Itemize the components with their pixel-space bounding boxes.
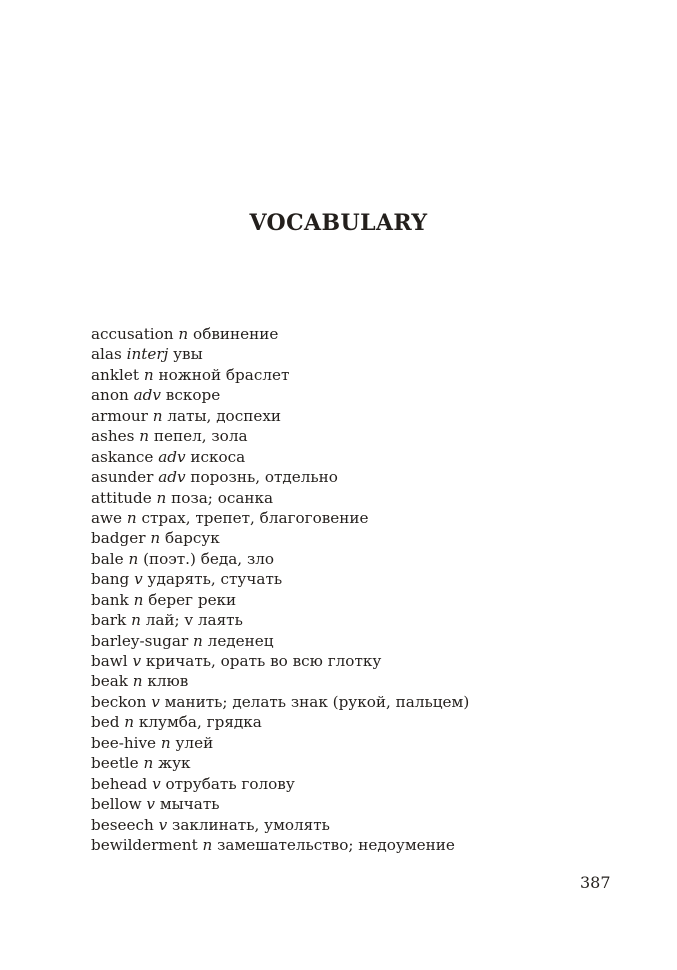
entry-translation: поза; осанка	[171, 488, 274, 507]
entry-translation: леденец	[207, 631, 274, 650]
entry-translation: заклинать, умолять	[172, 815, 330, 834]
vocabulary-entry	[91, 508, 651, 528]
entry-part-of-speech: n	[139, 427, 150, 446]
entry-part-of-speech: adv	[158, 468, 186, 487]
entry-part-of-speech: v	[146, 795, 155, 814]
entry-word: bale	[91, 549, 124, 568]
vocabulary-entry	[91, 733, 651, 753]
entry-word: anklet	[91, 365, 139, 384]
entry-part-of-speech: n	[132, 672, 143, 691]
vocabulary-entry	[91, 815, 651, 835]
entry-translation: искоса	[190, 447, 246, 466]
entry-word: bang	[91, 570, 130, 589]
vocabulary-list	[91, 324, 651, 855]
entry-word: anon	[91, 386, 129, 405]
entry-part-of-speech: n	[128, 549, 139, 568]
entry-translation: жук	[158, 754, 191, 773]
entry-translation: латы, доспехи	[167, 406, 282, 425]
vocabulary-entry	[91, 549, 651, 569]
entry-part-of-speech: n	[133, 590, 144, 609]
entry-word: beetle	[91, 754, 139, 773]
entry-word: bed	[91, 713, 120, 732]
entry-part-of-speech: n	[131, 611, 141, 630]
entry-part-of-speech: n	[124, 713, 135, 732]
entry-word: ashes	[91, 427, 135, 446]
entry-word: beseech	[91, 815, 154, 834]
vocabulary-entry	[91, 712, 651, 732]
entry-part-of-speech: n	[156, 488, 167, 507]
entry-word: attitude	[91, 488, 152, 507]
entry-word: barley-sugar	[91, 631, 189, 650]
vocabulary-entry	[91, 447, 651, 467]
vocabulary-entry	[91, 651, 651, 671]
entry-part-of-speech: n	[126, 508, 137, 527]
entry-part-of-speech: interj	[126, 345, 169, 364]
entry-part-of-speech: v	[152, 774, 161, 793]
vocabulary-entry	[91, 610, 651, 630]
entry-translation: клумба, грядка	[138, 713, 262, 732]
entry-part-of-speech: n	[160, 733, 171, 752]
entry-translation: кричать, орать во всю глотку	[145, 652, 382, 670]
entry-translation: порознь, отдельно	[190, 468, 338, 487]
entry-part-of-speech: n	[152, 406, 163, 425]
entry-part-of-speech: n	[143, 365, 154, 384]
entry-word: askance	[91, 447, 154, 466]
vocabulary-entry	[91, 794, 651, 814]
entry-part-of-speech: n	[193, 631, 203, 650]
entry-translation: пепел, зола	[153, 427, 248, 446]
entry-translation: клюв	[147, 672, 189, 691]
entry-part-of-speech: v	[134, 570, 143, 589]
entry-word: asunder	[91, 468, 154, 487]
entry-translation: увы	[173, 345, 203, 364]
entry-translation: отрубать голову	[165, 774, 295, 793]
entry-word: alas	[91, 345, 122, 364]
vocabulary-entry	[91, 344, 651, 364]
vocabulary-entry	[91, 426, 651, 446]
entry-part-of-speech: n	[178, 325, 189, 343]
entry-word: badger	[91, 529, 146, 548]
entry-word: bawl	[91, 652, 128, 670]
vocabulary-entry	[91, 692, 651, 712]
entry-word: awe	[91, 508, 123, 527]
vocabulary-entry	[91, 406, 651, 426]
entry-translation: манить; делать знак (рукой, пальцем)	[164, 692, 470, 711]
entry-translation: обвинение	[193, 325, 279, 343]
entry-word: beckon	[91, 692, 147, 711]
entry-word: bee-hive	[91, 733, 157, 752]
entry-word: behead	[91, 774, 148, 793]
entry-part-of-speech: v	[151, 692, 160, 711]
vocabulary-entry	[91, 631, 651, 651]
entry-translation: мычать	[159, 795, 220, 814]
entry-word: beak	[91, 672, 128, 691]
entry-translation: берег реки	[148, 590, 237, 609]
vocabulary-entry	[91, 324, 651, 344]
vocabulary-entry	[91, 774, 651, 794]
vocabulary-entry	[91, 467, 651, 487]
vocabulary-entry	[91, 835, 651, 855]
entry-word: bank	[91, 590, 129, 609]
entry-part-of-speech: n	[202, 835, 213, 854]
vocabulary-entry	[91, 590, 651, 610]
entry-translation: лай; v лаять	[145, 611, 243, 630]
entry-word: bellow	[91, 795, 142, 814]
entry-part-of-speech: v	[132, 652, 142, 670]
entry-translation: улей	[175, 733, 214, 752]
vocabulary-entry	[91, 365, 651, 385]
entry-translation: замешательство; недоумение	[217, 835, 455, 854]
page-title: VOCABULARY	[249, 209, 428, 236]
entry-word: armour	[91, 406, 148, 425]
entry-word: bewilderment	[91, 835, 198, 854]
vocabulary-entry	[91, 528, 651, 548]
entry-translation: страх, трепет, благоговение	[141, 508, 369, 527]
page-number: 387	[580, 873, 611, 892]
entry-part-of-speech: adv	[158, 447, 186, 466]
entry-part-of-speech: n	[150, 529, 161, 548]
entry-part-of-speech: adv	[133, 386, 161, 405]
vocabulary-entry	[91, 671, 651, 691]
vocabulary-entry	[91, 569, 651, 589]
entry-word: accusation	[91, 325, 174, 343]
entry-translation: (поэт.) беда, зло	[143, 549, 275, 568]
entry-part-of-speech: n	[143, 754, 154, 773]
entry-translation: ударять, стучать	[147, 570, 283, 589]
vocabulary-entry	[91, 753, 651, 773]
entry-translation: ножной браслет	[158, 365, 290, 384]
vocabulary-entry	[91, 488, 651, 508]
entry-part-of-speech: v	[158, 815, 168, 834]
entry-word: bark	[91, 611, 127, 630]
entry-translation: барсук	[164, 529, 220, 548]
entry-translation: вскоре	[165, 386, 221, 405]
vocabulary-entry	[91, 385, 651, 405]
